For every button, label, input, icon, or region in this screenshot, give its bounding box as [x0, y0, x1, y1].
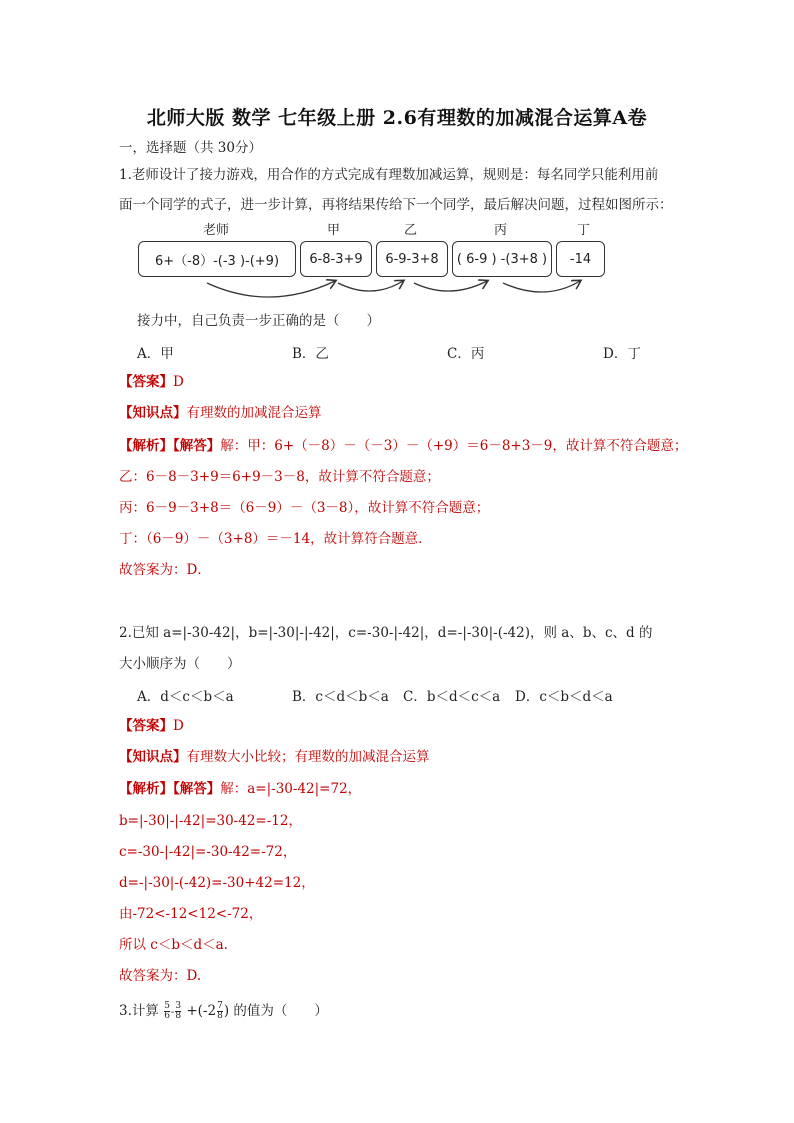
relay-box-jia: 6-8-3+9	[300, 241, 372, 277]
q2-analysis-line: 故答案为：D.	[119, 968, 202, 984]
q3-fraction-2: $\frac{3}{8}$	[175, 1001, 182, 1021]
q3-close: )	[223, 1003, 230, 1019]
q2-stem-line1: 2.已知 a=|-30-42|，b=|-30|-|-42|，c=-30-|-42|，d=-|-30|-(-42)，则 a、b、c、d 的	[119, 625, 653, 641]
q2-analysis-line: d=-|-30|-(-42)=-30+42=12，	[119, 875, 315, 891]
q1-analysis-line: 丙：6－9－3+8＝（6－9）－（3－8），故计算不符合题意；	[119, 500, 490, 516]
q1-option-a: A．甲	[137, 346, 174, 362]
q2-analysis-row	[119, 779, 361, 799]
q3-stem	[119, 998, 328, 1026]
relay-arrow-2	[338, 281, 403, 291]
relay-arrow-4	[503, 281, 580, 292]
q3-suffix: 的值为（ ）	[229, 1003, 328, 1019]
relay-arrow-3	[414, 281, 487, 291]
q1-analysis-tag: 【解析】【解答】	[119, 438, 221, 454]
page-title: 北师大版 数学 七年级上册 2.6有理数的加减混合运算A卷	[146, 107, 648, 129]
q1-analysis-line: 解：甲：6+（－8）－（－3）－（+9）＝6－8+3－9，故计算不符合题意；	[220, 438, 688, 454]
q1-knowledge-row	[119, 403, 322, 423]
q1-stem-line1: 1.老师设计了接力游戏，用合作的方式完成有理数加减运算，规则是：每名同学只能利用前	[119, 167, 659, 183]
q1-option-b: B．乙	[292, 346, 329, 362]
q2-option-b: B．c＜d＜b＜a	[292, 689, 389, 705]
q2-analysis-line: 解：a=|-30-42|=72，	[220, 781, 362, 797]
q3-fraction-1: $\frac{5}{6}$	[164, 1001, 170, 1021]
relay-person-teacher: 老师	[203, 223, 230, 238]
q1-question: 接力中，自己负责一步正确的是（ ）	[137, 313, 380, 329]
q2-option-c: C．b＜d＜c＜a	[403, 689, 501, 705]
q2-analysis-line: 由-72<-12<12<-72，	[119, 906, 263, 922]
relay-person-bing: 丙	[494, 223, 508, 238]
q1-answer-tag: 【答案】	[119, 374, 173, 390]
q3-fraction-3: $\frac{7}{8}$	[217, 1001, 223, 1021]
q2-analysis-line: 所以 c＜b＜d＜a.	[119, 937, 228, 953]
q2-knowledge-tag: 【知识点】	[119, 749, 187, 765]
relay-box-ding: -14	[556, 241, 605, 277]
relay-person-jia: 甲	[327, 223, 341, 238]
q1-analysis-line: 乙：6－8－3+9＝6+9－3－8，故计算不符合题意；	[119, 469, 440, 485]
q3-mid: +(-2	[186, 1003, 217, 1019]
q1-analysis-line: 故答案为：D．	[119, 562, 211, 578]
q2-analysis-tag: 【解析】【解答】	[119, 781, 221, 797]
relay-person-ding: 丁	[577, 223, 591, 238]
q2-analysis-line: b=|-30|-|-42|=30-42=-12，	[119, 813, 302, 829]
q2-option-d: D．c＜b＜d＜a	[515, 689, 613, 705]
q2-knowledge-row	[119, 747, 430, 767]
q3-minus: -	[170, 1007, 175, 1018]
q1-analysis-line: 丁：（6－9）－（3+8）＝－14，故计算符合题意．	[119, 531, 432, 547]
relay-box-yi: 6-9-3+8	[376, 241, 448, 277]
relay-box-teacher: 6+（-8）-(-3 )-(+9)	[138, 241, 296, 277]
relay-arrow-1	[207, 281, 335, 297]
q2-analysis-line: c=-30-|-42|=-30-42=-72，	[119, 844, 297, 860]
q2-answer-tag: 【答案】	[119, 718, 173, 734]
q1-stem-line2: 面一个同学的式子，进一步计算，再将结果传给下一个同学，最后解决问题，过程如图所示：	[119, 197, 673, 213]
q1-option-c: C．丙	[447, 346, 485, 362]
q1-option-d: D．丁	[603, 346, 641, 362]
q1-answer-row	[119, 372, 184, 392]
section-heading: 一，选择题（共 30分）	[119, 140, 262, 156]
q3-prefix: 3.计算	[119, 1003, 159, 1019]
q2-answer: D	[173, 718, 184, 734]
q1-answer: D	[173, 374, 184, 390]
q1-analysis-row	[119, 436, 687, 456]
q2-stem-line2: 大小顺序为（ ）	[119, 656, 241, 672]
q2-answer-row	[119, 716, 184, 736]
q1-knowledge: 有理数的加减混合运算	[186, 405, 322, 421]
q1-knowledge-tag: 【知识点】	[119, 405, 187, 421]
q2-knowledge: 有理数大小比较；有理数的加减混合运算	[186, 749, 430, 765]
relay-box-bing: ( 6-9 ) -(3+8 )	[452, 241, 552, 277]
relay-person-yi: 乙	[404, 223, 418, 238]
q2-option-a: A．d＜c＜b＜a	[137, 689, 234, 705]
